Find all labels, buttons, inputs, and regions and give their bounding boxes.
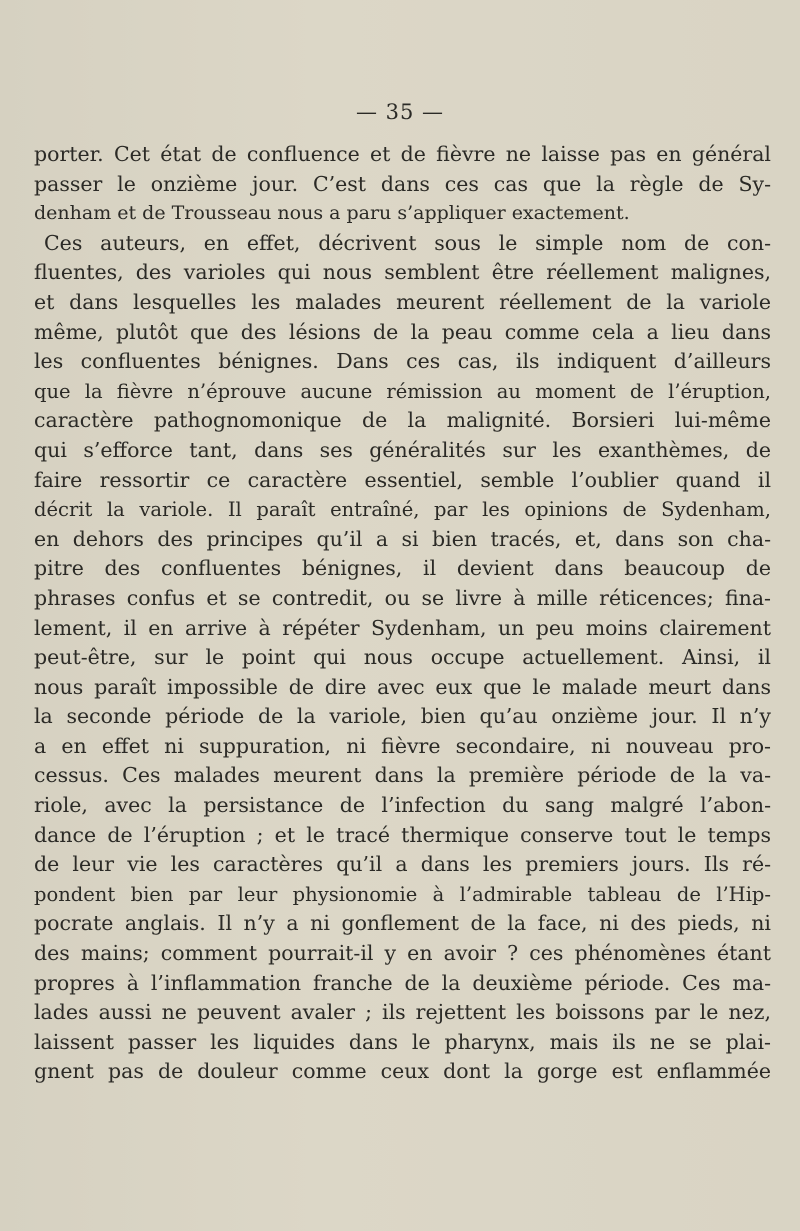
- text-line: en dehors des principes qu’il a si bien tracés, et, dans son cha-: [34, 526, 771, 551]
- text-line: phrases confus et se contredit, ou se livre à mille réticences; fina-: [34, 585, 771, 610]
- text-line: cessus. Ces malades meurent dans la première période de la va-: [34, 763, 771, 788]
- text-line: même, plutôt que des lésions de la peau comme cela a lieu dans: [34, 319, 771, 344]
- text-line: de leur vie les caractères qu’il a dans les premiers jours. Ils ré-: [34, 852, 771, 877]
- text-line: gnent pas de douleur comme ceux dont la gorge est enflammée: [34, 1059, 771, 1084]
- text-line: laissent passer les liquides dans le pharynx, mais ils ne se plai-: [34, 1029, 771, 1054]
- text-line: fluentes, des varioles qui nous semblent être réellement malignes,: [34, 260, 771, 285]
- text-line: pitre des confluentes bénignes, il devient dans beaucoup de: [34, 556, 771, 581]
- text-line: lement, il en arrive à répéter Sydenham, un peu moins clairement: [34, 615, 771, 640]
- text-line: lades aussi ne peuvent avaler ; ils rejettent les boissons par le nez,: [34, 1000, 771, 1025]
- text-line: porter. Cet état de confluence et de fièvre ne laisse pas en général: [34, 142, 771, 166]
- text-line: riole, avec la persistance de l’infection du sang malgré l’abon-: [34, 793, 771, 818]
- text-line: que la fièvre n’éprouve aucune rémission au moment de l’éruption,: [34, 379, 771, 403]
- text-line: Ces auteurs, en effet, décrivent sous le simple nom de con-: [44, 230, 771, 255]
- text-line: des mains; comment pourrait-il y en avoir ? ces phénomènes étant: [34, 941, 771, 966]
- text-line: et dans lesquelles les malades meurent réellement de la variole: [34, 289, 771, 314]
- text-line: passer le onzième jour. C’est dans ces cas que la règle de Sy-: [34, 171, 771, 196]
- text-line: qui s’efforce tant, dans ses généralités sur les exanthèmes, de: [34, 437, 771, 462]
- text-line: dance de l’éruption ; et le tracé thermique conserve tout le temps: [34, 822, 771, 847]
- text-line: caractère pathognomonique de la malignité. Borsieri lui-même: [34, 408, 771, 433]
- text-line: a en effet ni suppuration, ni fièvre secondaire, ni nouveau pro-: [34, 733, 771, 758]
- text-line: peut-être, sur le point qui nous occupe actuellement. Ainsi, il: [34, 645, 771, 670]
- text-line: la seconde période de la variole, bien qu’au onzième jour. Il n’y: [34, 704, 771, 729]
- text-line: nous paraît impossible de dire avec eux que le malade meurt dans: [34, 674, 771, 699]
- body-text: [34, 140, 771, 1087]
- text-line: pondent bien par leur physionomie à l’admirable tableau de l’Hip-: [34, 882, 771, 906]
- text-line: pocrate anglais. Il n’y a ni gonflement de la face, ni des pieds, ni: [34, 911, 771, 936]
- text-line: denham et de Trousseau nous a paru s’appliquer exactement.: [34, 202, 630, 225]
- text-line: propres à l’inflammation franche de la deuxième période. Ces ma-: [34, 970, 771, 995]
- text-line: les confluentes bénignes. Dans ces cas, ils indiquent d’ailleurs: [34, 349, 771, 374]
- text-line: décrit la variole. Il paraît entraîné, par les opinions de Sydenham,: [34, 498, 771, 522]
- text-line: faire ressortir ce caractère essentiel, semble l’oublier quand il: [34, 467, 771, 492]
- page-number: — 35 —: [355, 100, 445, 124]
